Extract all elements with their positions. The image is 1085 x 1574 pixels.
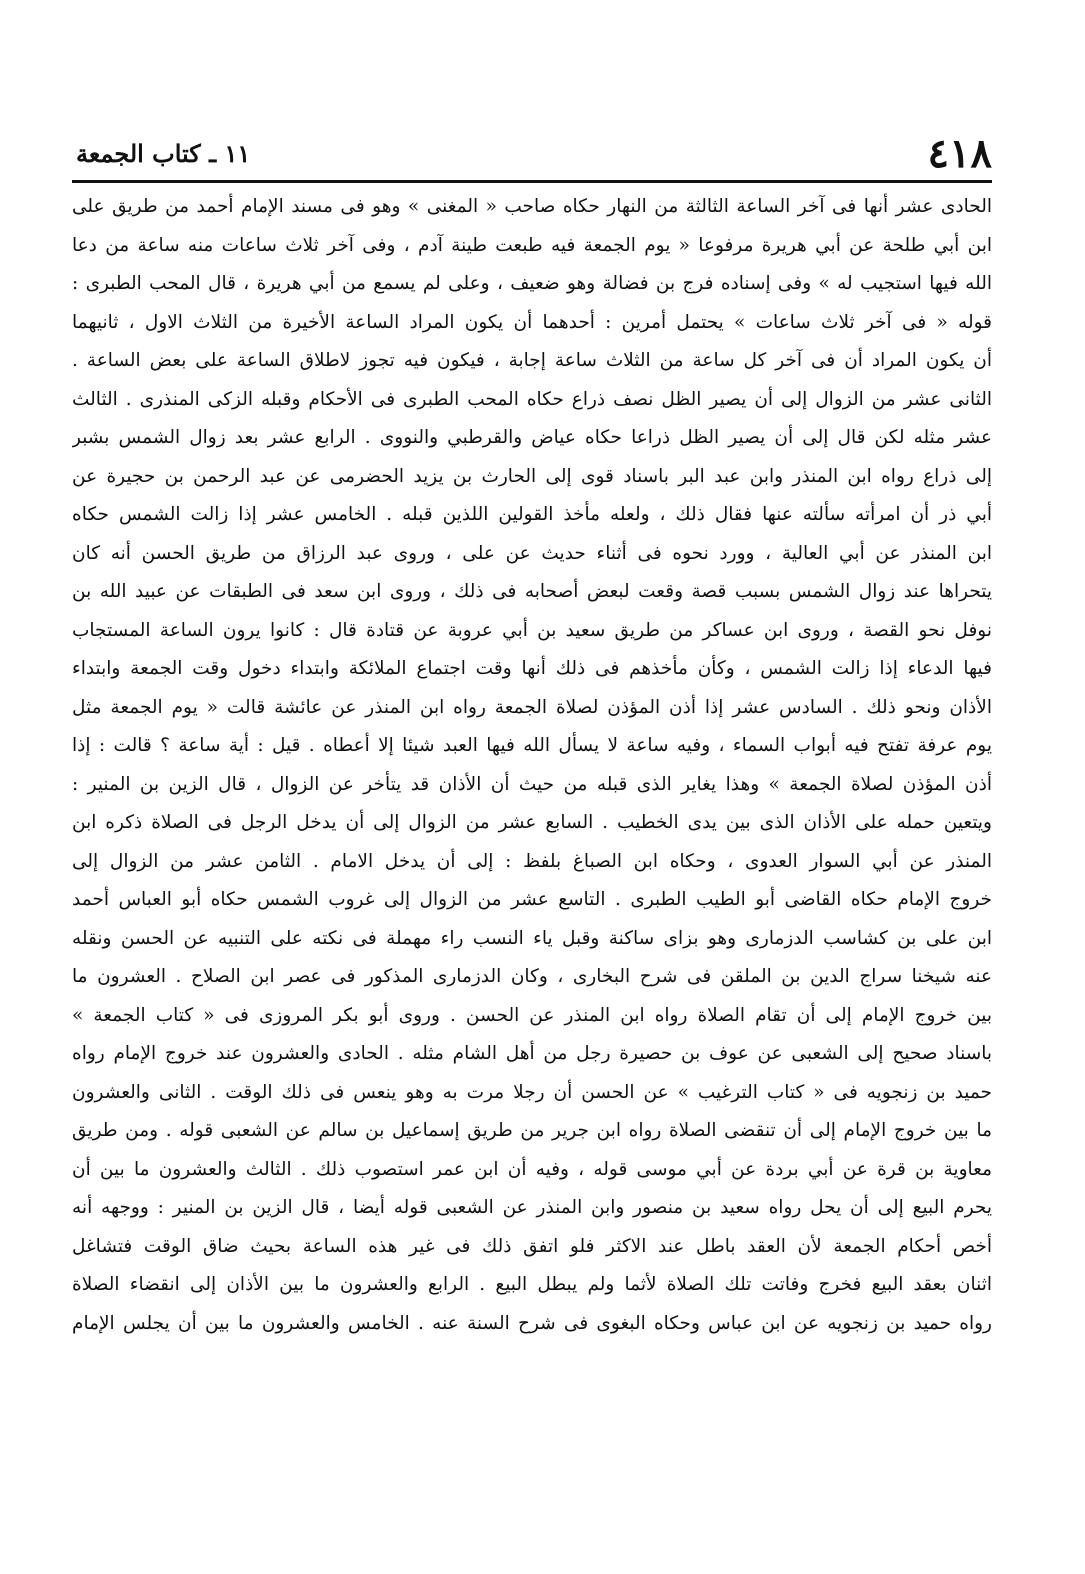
text-line: فيها الدعاء إذا زالت الشمس ، وكأن مأخذهم فى ذلك أنها وقت اجتماع الملائكة وابتداء دخول وقت الجمعة وابتداء [72,650,992,689]
text-line: ابن المنذر عن أبي العالية ، وورد نحوه فى أثناء حديث عن على ، وروى عبد الرزاق من طريق الحسن أنه كان [72,535,992,574]
text-line: ابن أبي طلحة عن أبي هريرة مرفوعا « يوم الجمعة فيه طبعت طينة آدم ، وفى آخر ثلاث ساعات منه ساعة من دعا [72,227,992,266]
text-line: رواه حميد بن زنجويه عن ابن عباس وحكاه البغوى فى شرح السنة عنه . الخامس والعشرون ما بين أن يجلس الإمام [72,1305,992,1344]
text-line: الله فيها استجيب له » وفى إسناده فرج بن فضالة وهو ضعيف ، وعلى لم يسمع من أبي هريرة ، قال المحب الطبرى : [72,265,992,304]
page-header [72,128,992,180]
text-line [72,1382,992,1421]
text-line: نوفل نحو القصة ، وروى ابن عساكر من طريق سعيد بن أبي عروبة عن قتادة قال : كانوا يرون الساعة المستجاب [72,612,992,651]
text-line: الثانى عشر من الزوال إلى أن يصير الظل نصف ذراع حكاه المحب الطبرى فى الأحكام وقبله الزكى المنذرى . الثالث [72,381,992,420]
text-line [72,1536,992,1574]
text-line: عشر مثله لكن قال إلى أن يصير الظل ذراعا حكاه عياض والقرطبي والنووى . الرابع عشر بعد زوال الشمس بشبر [72,419,992,458]
text-line: الحادى عشر أنها فى آخر الساعة الثالثة من النهار حكاه صاحب « المغنى » وهو فى مسند الإمام أحمد من طريق على [72,188,992,227]
text-line [72,1343,992,1382]
text-line: باسناد صحيح إلى الشعبى عن عوف بن حصيرة رجل من أهل الشام مثله . الحادى والعشرون عند خروج الإمام رواه [72,1035,992,1074]
header-rule [72,180,992,183]
text-line: قوله « فى آخر ثلاث ساعات » يحتمل أمرين : أحدهما أن يكون المراد الساعة الأخيرة من الثلاث الاول ، ثانيهما [72,304,992,343]
body-text [72,188,992,1574]
text-line: أخص أحكام الجمعة لأن العقد باطل عند الاكثر فلو اتفق ذلك فى غير هذه الساعة بحيث ضاق الوقت فتشاغل [72,1228,992,1267]
text-line: يتحراها عند زوال الشمس بسبب قصة وقعت لبعض أصحابه فى ذلك ، وروى ابن سعد فى الطبقات عن عبيد الله بن [72,573,992,612]
text-line: ما بين خروج الإمام إلى أن تنقضى الصلاة رواه ابن جرير من طريق إسماعيل بن سالم عن الشعبى قوله . ومن طريق [72,1112,992,1151]
text-line [72,1497,992,1536]
text-line: ابن على بن كشاسب الدزمارى وهو بزاى ساكنة وقبل ياء النسب راء مهملة فى نكته على التنبيه عن الحسن ونقله [72,920,992,959]
page-number: ٤١٨ [928,130,992,178]
text-line: أبي ذر أن امرأته سألته عنها فقال ذلك ، ولعله مأخذ القولين اللذين قبله . الخامس عشر إذا زالت الشمس حكاه [72,496,992,535]
text-line: إلى ذراع رواه ابن المنذر وابن عبد البر باسناد قوى إلى الحارث بن يزيد الحضرمى عن عبد الرحمن بن حجيرة عن [72,458,992,497]
text-line [72,1420,992,1459]
text-line: أذن المؤذن لصلاة الجمعة » وهذا يغاير الذى قبله من حيث أن الأذان قد يتأخر عن الزوال ، قال الزين بن المنير : [72,766,992,805]
text-line: يوم عرفة تفتح فيه أبواب السماء ، وفيه ساعة لا يسأل الله فيها العبد شيئا إلا أعطاه . قيل : أية ساعة ؟ قالت : إذا [72,727,992,766]
text-line: معاوية بن قرة عن أبي بردة عن أبي موسى قوله ، وفيه أن ابن عمر استصوب ذلك . الثالث والعشرون ما بين أن [72,1151,992,1190]
text-line: عنه شيخنا سراج الدين بن الملقن فى شرح البخارى ، وكان الدزمارى المذكور فى عصر ابن الصلاح . العشرون ما [72,958,992,997]
text-line: المنذر عن أبي السوار العدوى ، وحكاه ابن الصباغ بلفظ : إلى أن يدخل الامام . الثامن عشر من الزوال إلى [72,843,992,882]
text-line: الأذان ونحو ذلك . السادس عشر إذا أذن المؤذن لصلاة الجمعة رواه ابن المنذر عن عائشة قالت « يوم الجمعة مثل [72,689,992,728]
text-line [72,1459,992,1498]
text-line: خروج الإمام حكاه القاضى أبو الطيب الطبرى . التاسع عشر من الزوال إلى غروب الشمس حكاه أبو العباس أحمد [72,881,992,920]
text-line: ويتعين حمله على الأذان الذى بين يدى الخطيب . السابع عشر من الزوال إلى أن يدخل الرجل فى الصلاة ذكره ابن [72,804,992,843]
text-line: أن يكون المراد أن فى آخر كل ساعة من الثلاث ساعة إجابة ، فيكون فيه تجوز لاطلاق الساعة على بعض الساعة . [72,342,992,381]
text-line: بين خروج الإمام إلى أن تقام الصلاة رواه ابن المنذر عن الحسن . وروى أبو بكر المروزى فى « كتاب الجمعة » [72,997,992,1036]
text-line: يحرم البيع إلى أن يحل رواه سعيد بن منصور وابن المنذر عن الشعبى قوله أيضا ، قال الزين بن المنير : ووجهه أنه [72,1189,992,1228]
text-line: اثنان بعقد البيع فخرج وفاتت تلك الصلاة لأثما ولم يبطل البيع . الرابع والعشرون ما بين الأذان إلى انقضاء الصلاة [72,1266,992,1305]
text-line: حميد بن زنجويه فى « كتاب الترغيب » عن الحسن أن رجلا مرت به وهو ينعس فى ذلك الوقت . الثانى والعشرون [72,1074,992,1113]
chapter-title: ١١ ـ كتاب الجمعة [76,138,250,170]
